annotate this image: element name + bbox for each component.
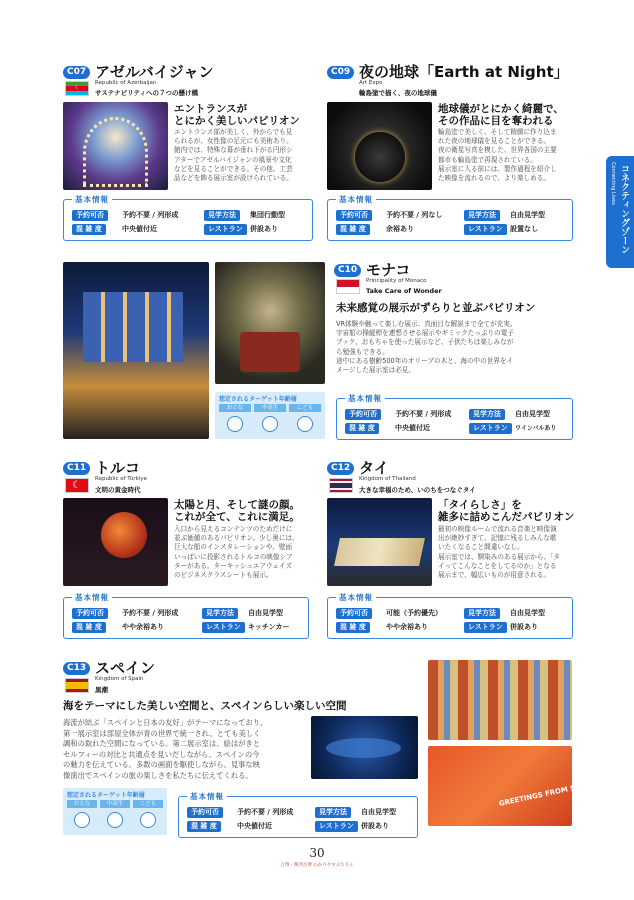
style-value: 集団行動型	[250, 211, 285, 219]
crowd-value: やや余裕あり	[122, 623, 164, 631]
target-child-mark	[140, 812, 156, 828]
restaurant-label: レストラン	[202, 622, 245, 633]
target-teen: 中高生	[254, 404, 286, 412]
target-age-title: 想定されるターゲット年齢層	[67, 792, 145, 799]
crowd-value: やや余裕あり	[386, 623, 428, 631]
style-value: 自由見学型	[361, 808, 396, 816]
restaurant-label: レストラン	[204, 224, 247, 235]
pavilion-code: C13	[63, 662, 90, 675]
side-tab-ja: コネクティングゾーン	[619, 164, 629, 254]
pavilion-headline: 太陽と月、そして謎の顔。 これが全て、これに満足。	[174, 499, 300, 523]
restaurant-value: 併設あり	[361, 822, 389, 830]
pavilion-description: 輪島塗で美しく、そして精緻に作り込ま れた夜の地球儀を見ることができる。 夜の衛星写真を模した、世界各国の主要 都市も輪島塗で再現されている。 展示室に入る前には、製作過程を紹介し た映像を流れるので、より楽しめる。	[438, 128, 557, 183]
target-adult: おとな	[219, 404, 251, 412]
page-number: 30	[309, 846, 325, 860]
style-label: 見学方法	[202, 608, 238, 619]
restaurant-value: キッチンカー	[248, 623, 290, 631]
pavilion-code: C07	[63, 66, 90, 79]
footer-note: 万博・関西万博 わかりやすぶりりん	[280, 863, 354, 868]
photo-spain-postcard-wall	[428, 660, 572, 740]
pavilion-en: Republic of Türkiye	[95, 476, 148, 482]
restaurant-value: ワインバルあり	[515, 425, 557, 432]
target-child-mark	[297, 416, 313, 432]
info-box	[63, 195, 313, 241]
restaurant-value: 併設あり	[510, 623, 538, 631]
pavilion-code: C09	[327, 66, 354, 79]
pavilion-tagline: サステナビリティへの７つの懸け橋	[95, 89, 198, 97]
reserve-label: 予約可否	[72, 210, 108, 221]
reserve-label: 予約可否	[336, 608, 372, 619]
flag-turkey: ☾	[65, 478, 89, 493]
crowd-label: 混 雑 度	[345, 423, 379, 434]
target-child: こども	[289, 404, 321, 412]
mural-text: GREETINGS FROM SPAIN	[498, 780, 594, 808]
zone-side-tab	[606, 156, 634, 268]
target-teen-mark	[262, 416, 278, 432]
pavilion-code: C10	[334, 264, 361, 277]
crowd-label: 混 雑 度	[187, 821, 221, 832]
pavilion-title: モナコ	[366, 261, 411, 279]
pavilion-en: Principality of Monaco	[366, 278, 427, 284]
pavilion-title: スペイン	[95, 659, 156, 677]
crowd-label: 混 雑 度	[336, 224, 370, 235]
side-tab-en: Connecting Lives	[610, 162, 616, 205]
pavilion-tagline: Take Care of Wonder	[366, 287, 442, 295]
pavilion-tagline: 黒潮	[95, 686, 108, 694]
restaurant-value: 併設あり	[250, 225, 278, 233]
style-label: 見学方法	[464, 608, 500, 619]
reserve-value: 予約不要 / 列なし	[386, 211, 443, 219]
photo-spain-orange-room	[428, 746, 594, 826]
info-box	[63, 593, 309, 639]
style-label: 見学方法	[469, 409, 505, 420]
reserve-value: 可能（予約優先）	[386, 609, 442, 617]
reserve-value: 予約不要 / 列形成	[122, 211, 179, 219]
pavilion-en: Republic of Azerbaijan	[95, 80, 157, 86]
info-title: 基本情報	[336, 592, 376, 603]
info-box	[327, 593, 573, 639]
info-box	[327, 195, 573, 241]
reserve-label: 予約可否	[187, 807, 223, 818]
pavilion-description: 入口から見えるコンテンツのためだけに 並ぶ価値のあるパビリオン。少し奥には、 巨大な船のインスタレーションや、壁面 いっぱいに投影されるトルコの映像シア ターがある。ターキッシュエアウェイズ のビジネスクラスシートも展示。	[174, 525, 299, 580]
style-value: 自由見学型	[510, 211, 545, 219]
target-age-box	[63, 788, 167, 835]
restaurant-value: 設置なし	[510, 225, 538, 233]
crowd-value: 余裕あり	[386, 225, 414, 233]
reserve-value: 予約不要 / 列形成	[122, 609, 179, 617]
style-value: 自由見学型	[515, 410, 550, 418]
crowd-value: 中央値付近	[237, 822, 272, 830]
info-title: 基本情報	[72, 592, 112, 603]
target-adult: おとな	[67, 800, 97, 808]
photo-turkey-sun-moon	[63, 498, 168, 586]
restaurant-label: レストラン	[464, 622, 507, 633]
pavilion-title: 夜の地球「Earth at Night」	[359, 63, 569, 81]
photo-azerbaijan-entrance	[63, 102, 168, 190]
pavilion-tagline: 文明の黄金時代	[95, 486, 141, 494]
style-value: 自由見学型	[248, 609, 283, 617]
crowd-value: 中央値付近	[395, 424, 430, 432]
photo-earth-at-night-globe	[327, 102, 432, 190]
pavilion-title: アゼルバイジャン	[95, 63, 214, 81]
target-adult-mark	[74, 812, 90, 828]
pavilion-title: タイ	[359, 459, 389, 477]
reserve-label: 予約可否	[336, 210, 372, 221]
info-title: 基本情報	[345, 393, 385, 404]
pavilion-en: Art Expo	[359, 80, 383, 86]
crowd-value: 中央値付近	[122, 225, 157, 233]
pavilion-headline: 未来感覚の展示がずらりと並ぶパビリオン	[336, 302, 536, 314]
target-adult-mark	[227, 416, 243, 432]
style-label: 見学方法	[204, 210, 240, 221]
pavilion-title: トルコ	[95, 459, 141, 477]
pavilion-tagline: 輪島塗で描く、夜の地球儀	[359, 89, 437, 97]
crowd-label: 混 雑 度	[72, 622, 106, 633]
reserve-value: 予約不要 / 列形成	[237, 808, 294, 816]
info-box	[178, 792, 418, 838]
crowd-label: 混 雑 度	[72, 224, 106, 235]
pavilion-description: エントランス部が美しく、外からでも見 られるが、女性像の足元にも美術あり。 館内では、特殊な幕が垂れ下がる円形シ アターでアゼルバイジャンの風景や文化 などを見ることができる。その他、工芸 品などを飾る展示室が設けられている。	[174, 128, 293, 183]
target-teen: 中高生	[100, 800, 130, 808]
pavilion-headline: エントランスが とにかく美しいパビリオン	[174, 103, 300, 127]
style-label: 見学方法	[464, 210, 500, 221]
pavilion-code: C11	[63, 462, 90, 475]
info-title: 基本情報	[187, 791, 227, 802]
style-value: 自由見学型	[510, 609, 545, 617]
pavilion-en: Kingdom of Spain	[95, 676, 144, 682]
info-title: 基本情報	[72, 194, 112, 205]
flag-azerbaijan: ☾	[65, 81, 89, 96]
pavilion-description: VR体験や触って楽しむ展示、真面目な解説まで全てが充実。 宇宙船の操縦桿を連想させる展示やギミックたっぷりの電子 ブック、おもちゃを使った展示など、子供たちは楽しみなが ら勉強もできる。 途中にある樹齢500年のオリーブの木と、海の中の世界をイ メージした展示室は必見。	[336, 320, 517, 375]
pavilion-tagline: 大きな幸福のため、いのちをつなぐタイ	[359, 486, 476, 494]
restaurant-label: レストラン	[315, 821, 358, 832]
info-box	[336, 394, 573, 440]
photo-monaco-gallery	[63, 262, 209, 439]
reserve-value: 予約不要 / 列形成	[395, 410, 452, 418]
photo-thailand-pavilion-night	[327, 498, 432, 586]
reserve-label: 予約可否	[345, 409, 381, 420]
pavilion-code: C12	[327, 462, 354, 475]
photo-spain-blue-room	[311, 716, 418, 779]
restaurant-label: レストラン	[464, 224, 507, 235]
target-age-title: 想定されるターゲット年齢層	[219, 396, 297, 403]
photo-monaco-olive-tree	[215, 262, 325, 384]
crowd-label: 混 雑 度	[336, 622, 370, 633]
flag-thailand	[329, 478, 353, 493]
flag-spain	[65, 678, 89, 693]
pavilion-description: 最初の映像ルームで流れる音楽と映像演 出が絶妙すぎて、記憶に残るしみんな歌 いたくなること間違いなし。 展示室では、馴染みのある展示から、「タ イってこんなことをしてるのか」となる 展示まで、幅広いものが用意される。	[438, 525, 560, 580]
pavilion-headline: 「タイらしさ」を 雑多に詰めこんだパビリオン	[438, 499, 575, 523]
restaurant-label: レストラン	[469, 423, 512, 434]
reserve-label: 予約可否	[72, 608, 108, 619]
style-label: 見学方法	[315, 807, 351, 818]
flag-monaco	[336, 279, 360, 294]
pavilion-description: 海流が結ぶ「スペインと日本の友好」がテーマになっており、 第一展示室は部屋全体が青の世界で統一され、とても美しく 調和の取れた空間になっている。第二展示室は、絵はがきと セルフィーの対比と共通点を見いだしながら、スペインの今 の魅力を伝えている。多数の画面を駆使しながら、見事な映 像演出でスペインの旅の楽しさを私たちに伝えてくれる。	[63, 718, 268, 780]
pavilion-en: Kingdom of Thailand	[359, 476, 416, 482]
target-child: こども	[133, 800, 163, 808]
pavilion-headline: 海をテーマにした美しい空間と、スペインらしい楽しい空間	[63, 700, 347, 712]
info-title: 基本情報	[336, 194, 376, 205]
target-teen-mark	[107, 812, 123, 828]
target-age-box	[215, 392, 325, 439]
pavilion-headline: 地球儀がとにかく綺麗で、 その作品に目を奪われる	[438, 103, 564, 127]
